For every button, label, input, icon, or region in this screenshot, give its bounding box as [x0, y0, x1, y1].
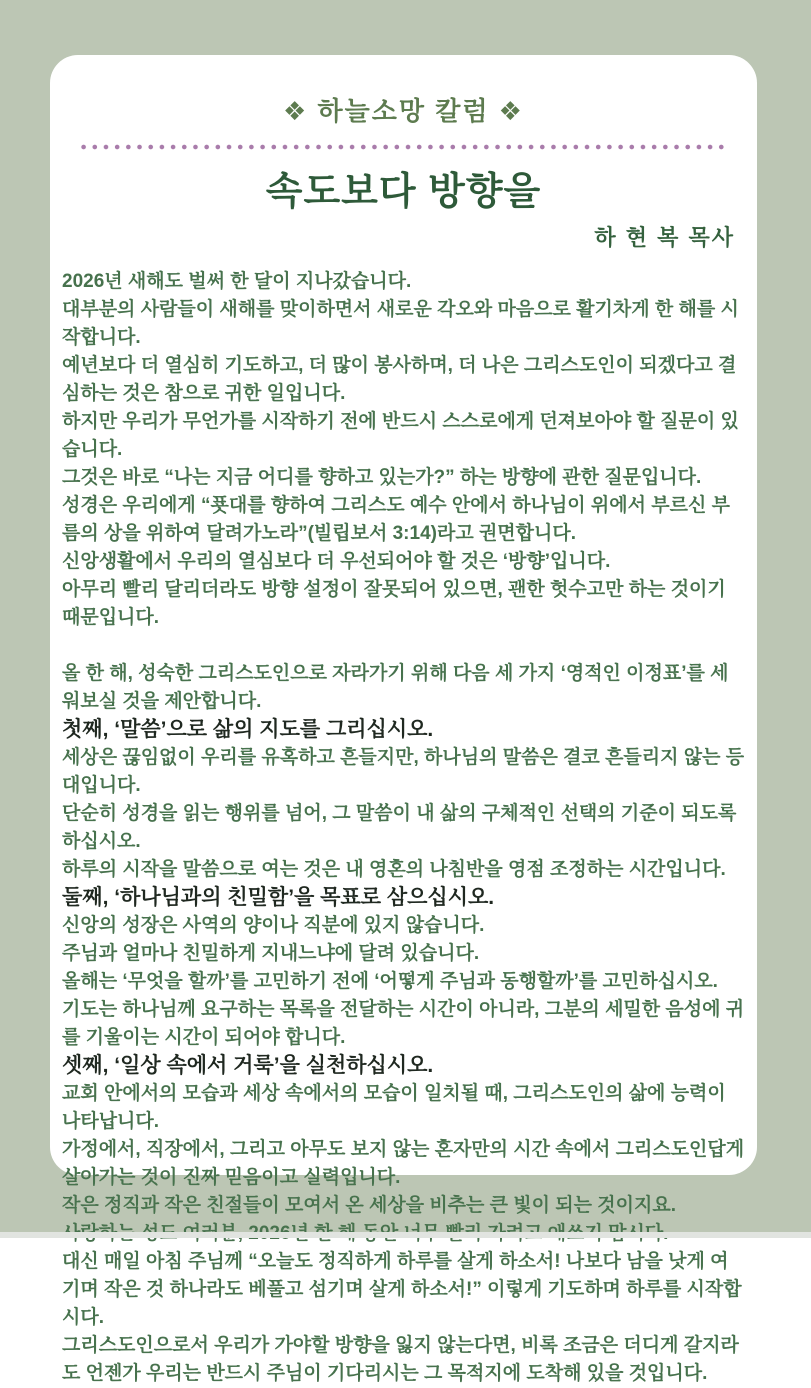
article-paragraph: 신앙생활에서 우리의 열심보다 더 우선되어야 할 것은 ‘방향’입니다.: [62, 551, 611, 572]
author-name: 하 현 복 목사: [594, 225, 735, 250]
article-body: [62, 268, 745, 1388]
article-paragraph: 대신 매일 아침 주님께 “오늘도 정직하게 하루를 살게 하소서! 나보다 남을 낫게 여기며 작은 것 하나라도 베풀고 섬기며 살게 하소서!” 이렇게 기도하며 하루를 시작합시다.: [62, 1251, 742, 1328]
section-heading: 둘째, ‘하나님과의 친밀함’을 목표로 삼으십시오.: [62, 886, 495, 909]
column-card: [50, 55, 757, 1384]
article-paragraph: 올 한 해, 성숙한 그리스도인으로 자라가기 위해 다음 세 가지 ‘영적인 이정표’를 세워보실 것을 제안합니다.: [62, 663, 729, 712]
article-paragraph: 작은 정직과 작은 친절들이 모여서 온 세상을 비추는 큰 빛이 되는 것이지요.: [62, 1195, 676, 1216]
article-paragraph: 예년보다 더 열심히 기도하고, 더 많이 봉사하며, 더 나은 그리스도인이 되겠다고 결심하는 것은 참으로 귀한 일입니다.: [62, 355, 737, 404]
article-paragraph: 가정에서, 직장에서, 그리고 아무도 보지 않는 혼자만의 시간 속에서 그리스도인답게 살아가는 것이 진짜 믿음이고 실력입니다.: [62, 1139, 745, 1188]
article-paragraph: 하루의 시작을 말씀으로 여는 것은 내 영혼의 나침반을 영점 조정하는 시간입니다.: [62, 859, 726, 880]
article-paragraph: 세상은 끊임없이 우리를 유혹하고 흔들지만, 하나님의 말씀은 결코 흔들리지 않는 등대입니다.: [62, 747, 745, 796]
article-paragraph: 주님과 얼마나 친밀하게 지내느냐에 달려 있습니다.: [62, 943, 480, 964]
page-title: 속도보다 방향을: [265, 171, 542, 213]
window-bottom-edge: [0, 1232, 811, 1238]
article-paragraph: 교회 안에서의 모습과 세상 속에서의 모습이 일치될 때, 그리스도인의 삶에 능력이 나타납니다.: [62, 1083, 726, 1132]
article-paragraph: 2026년 새해도 벌써 한 달이 지나갔습니다.: [62, 271, 412, 292]
article-paragraph: 성경은 우리에게 “푯대를 향하여 그리스도 예수 안에서 하나님이 위에서 부르신 부름의 상을 위하여 달려가노라”(빌립보서 3:14)라고 권면합니다.: [62, 495, 730, 544]
dotted-divider: [78, 144, 730, 150]
column-label: ❖ 하늘소망 칼럼 ❖: [283, 96, 524, 126]
article-paragraph: 기도는 하나님께 요구하는 목록을 전달하는 시간이 아니라, 그분의 세밀한 음성에 귀를 기울이는 시간이 되어야 합니다.: [62, 999, 745, 1048]
section-heading: 셋째, ‘일상 속에서 거룩’을 실천하십시오.: [62, 1054, 434, 1077]
article-paragraph: 신앙의 성장은 사역의 양이나 직분에 있지 않습니다.: [62, 915, 485, 936]
paragraph-spacer: [62, 632, 745, 660]
article-paragraph: 그리스도인으로서 우리가 가야할 방향을 잃지 않는다면, 비록 조금은 더디게 갈지라도 언젠가 우리는 반드시 주님이 기다리시는 그 목적지에 도착해 있을 것입니다.: [62, 1335, 739, 1384]
article-paragraph: 단순히 성경을 읽는 행위를 넘어, 그 말씀이 내 삶의 구체적인 선택의 기준이 되도록 하십시오.: [62, 803, 737, 852]
section-heading: 첫째, ‘말씀’으로 삶의 지도를 그리십시오.: [62, 718, 434, 741]
article-paragraph: 그것은 바로 “나는 지금 어디를 향하고 있는가?” 하는 방향에 관한 질문입니다.: [62, 467, 702, 488]
article-paragraph: 대부분의 사람들이 새해를 맞이하면서 새로운 각오와 마음으로 활기차게 한 해를 시작합니다.: [62, 299, 739, 348]
article-paragraph: 아무리 빨리 달리더라도 방향 설정이 잘못되어 있으면, 괜한 헛수고만 하는 것이기 때문입니다.: [62, 579, 726, 628]
article-paragraph: 하지만 우리가 무언가를 시작하기 전에 반드시 스스로에게 던져보아야 할 질문이 있습니다.: [62, 411, 739, 460]
article-paragraph: 올해는 ‘무엇을 할까’를 고민하기 전에 ‘어떻게 주님과 동행할까’를 고민하십시오.: [62, 971, 718, 992]
